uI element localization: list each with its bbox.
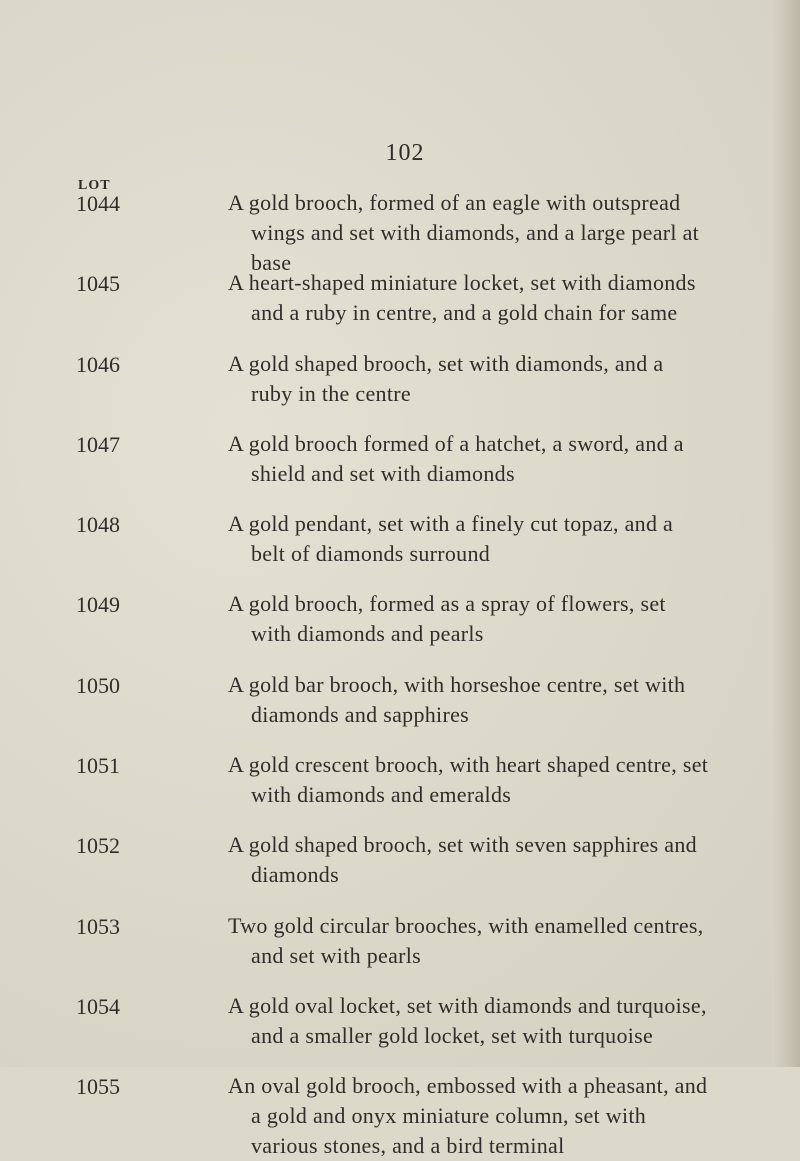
lot-description: Two gold circular brooches, with enamelled centres, and set with pearls: [228, 912, 704, 968]
lot-entry: [0, 750, 800, 830]
lot-entry: [0, 589, 800, 669]
lot-description: A gold brooch, formed as a spray of flowers, set with diamonds and pearls: [228, 591, 666, 647]
lot-description: A gold crescent brooch, with heart shaped centre, set with diamonds and emeralds: [228, 752, 709, 808]
lot-number: 1050: [76, 672, 120, 698]
lot-number: 1046: [76, 351, 120, 377]
lot-number: 1047: [76, 431, 120, 457]
lot-number: 1045: [76, 271, 120, 297]
lot-entry: [0, 911, 800, 991]
lot-column-header: LOT: [78, 178, 111, 193]
lot-entry: [0, 349, 800, 429]
lot-entry: [0, 188, 800, 275]
lot-entry: [0, 429, 800, 509]
lot-number: 1054: [76, 993, 120, 1019]
lot-number: 1048: [76, 512, 120, 538]
page-number: 102: [385, 140, 425, 166]
lot-description: A gold brooch formed of a hatchet, a sword, and a shield and set with diamonds: [228, 430, 684, 486]
lot-description: An oval gold brooch, embossed with a pheasant, and a gold and onyx miniature column, set with various stones, and a bird terminal: [228, 1073, 708, 1159]
lot-number: 1051: [76, 753, 120, 779]
lot-description: A gold bar brooch, with horseshoe centre, set with diamonds and sapphires: [228, 671, 686, 727]
lot-entry: [0, 830, 800, 910]
lot-entry: [0, 268, 800, 348]
lot-description: A gold oval locket, set with diamonds and turquoise, and a smaller gold locket, set with turquoise: [228, 992, 707, 1048]
lot-number: 1052: [76, 833, 120, 859]
lot-number: 1049: [76, 592, 120, 618]
lot-description: A gold shaped brooch, set with diamonds, and a ruby in the centre: [228, 350, 664, 406]
lot-description: A heart-shaped miniature locket, set with diamonds and a ruby in centre, and a gold chain for same: [228, 270, 696, 326]
lot-entry: [0, 670, 800, 750]
lot-number: 1055: [76, 1074, 120, 1100]
lot-description: A gold brooch, formed of an eagle with outspread wings and set with diamonds, and a large pearl at base: [228, 190, 700, 275]
lot-list: [0, 188, 800, 1159]
lot-entry: [0, 509, 800, 589]
lot-description: A gold shaped brooch, set with seven sapphires and diamonds: [228, 832, 697, 888]
lot-number: 1053: [76, 913, 120, 939]
lot-description: A gold pendant, set with a finely cut topaz, and a belt of diamonds surround: [228, 511, 674, 567]
lot-number: 1044: [76, 191, 120, 216]
lot-entry: [0, 991, 800, 1071]
lot-entry: [0, 1071, 800, 1159]
